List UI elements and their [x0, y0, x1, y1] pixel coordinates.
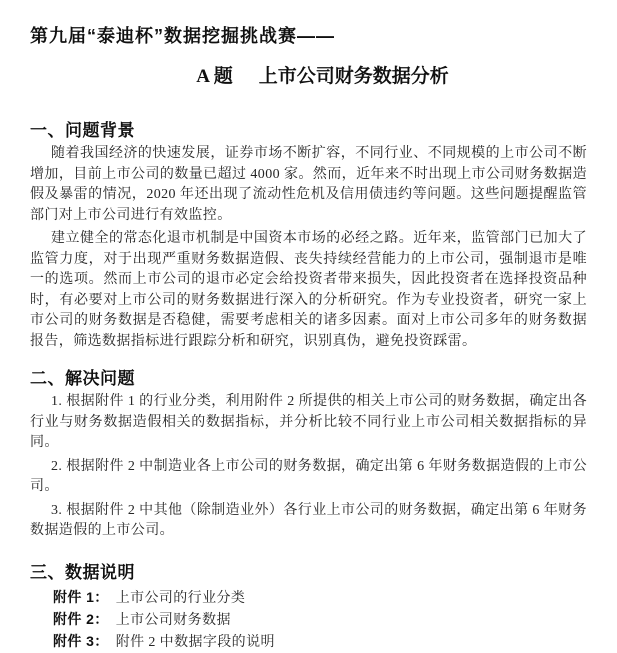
task-item: 2. 根据附件 2 中制造业各上市公司的财务数据，确定出第 6 年财务数据造假的上市公司。 [30, 458, 587, 494]
attachment-text: 附件 2 中数据字段的说明 [115, 634, 275, 650]
attachment-item [30, 587, 587, 609]
problem-name: 上市公司财务数据分析 [258, 66, 449, 87]
document-title: 第九届“泰迪杯”数据挖掘挑战赛—— [30, 26, 335, 46]
section-data-description [30, 563, 587, 653]
problem-letter: A 题 [196, 66, 233, 87]
section-heading-tasks: 二、解决问题 [30, 369, 135, 388]
section-problem-background [30, 121, 587, 352]
task-item: 1. 根据附件 1 的行业分类，利用附件 2 所提供的相关上市公司的财务数据，确定出各行业与财务数据造假相关的数据指标，并分析比较不同行业上市公司相关数据指标的异同。 [30, 394, 587, 450]
background-paragraph: 建立健全的常态化退市机制是中国资本市场的必经之路。近年来，监管部门已加大了监管力度，对于出现严重财务数据造假、丧失持续经营能力的上市公司，强制退市是唯一的选项。然而上市公司的退市必定会给投资者带来损失，因此投资者在选择投资品种时，有必要对上市公司的财务数据进行深入的分析研究。作为专业投资者，研究一家上市公司的财务数据是否稳健，需要考虑相关的诸多因素。面对上市公司多年的财务数据报告，筛选数据指标进行跟踪分析和研究，识别真伪，避免投资踩雷。 [30, 231, 587, 349]
attachment-label: 附件 2： [53, 610, 109, 627]
attachment-text: 上市公司的行业分类 [115, 590, 246, 606]
attachment-text: 上市公司财务数据 [115, 612, 231, 628]
attachment-item [30, 609, 587, 631]
section-heading-background: 一、问题背景 [30, 121, 135, 140]
attachment-label: 附件 1： [53, 588, 109, 605]
section-tasks [30, 369, 587, 542]
task-item: 3. 根据附件 2 中其他（除制造业外）各行业上市公司的财务数据，确定出第 6 年财务数据造假的上市公司。 [30, 502, 587, 538]
attachment-label: 附件 3： [53, 632, 109, 649]
attachment-list [30, 587, 587, 653]
section-heading-data: 三、数据说明 [30, 562, 135, 582]
background-paragraph: 随着我国经济的快速发展，证券市场不断扩容，不同行业、不同规模的上市公司不断增加，目前上市公司的数量已超过 4000 家。然而，近年来不时出现上市公司财务数据造假及暴雷的情况，2020 年还出现了流动性危机及信用债违约等问题。这些问题提醒监管部门对上市公司进行有效监控。 [30, 146, 587, 223]
attachment-item [30, 631, 587, 653]
problem-title [30, 65, 587, 89]
